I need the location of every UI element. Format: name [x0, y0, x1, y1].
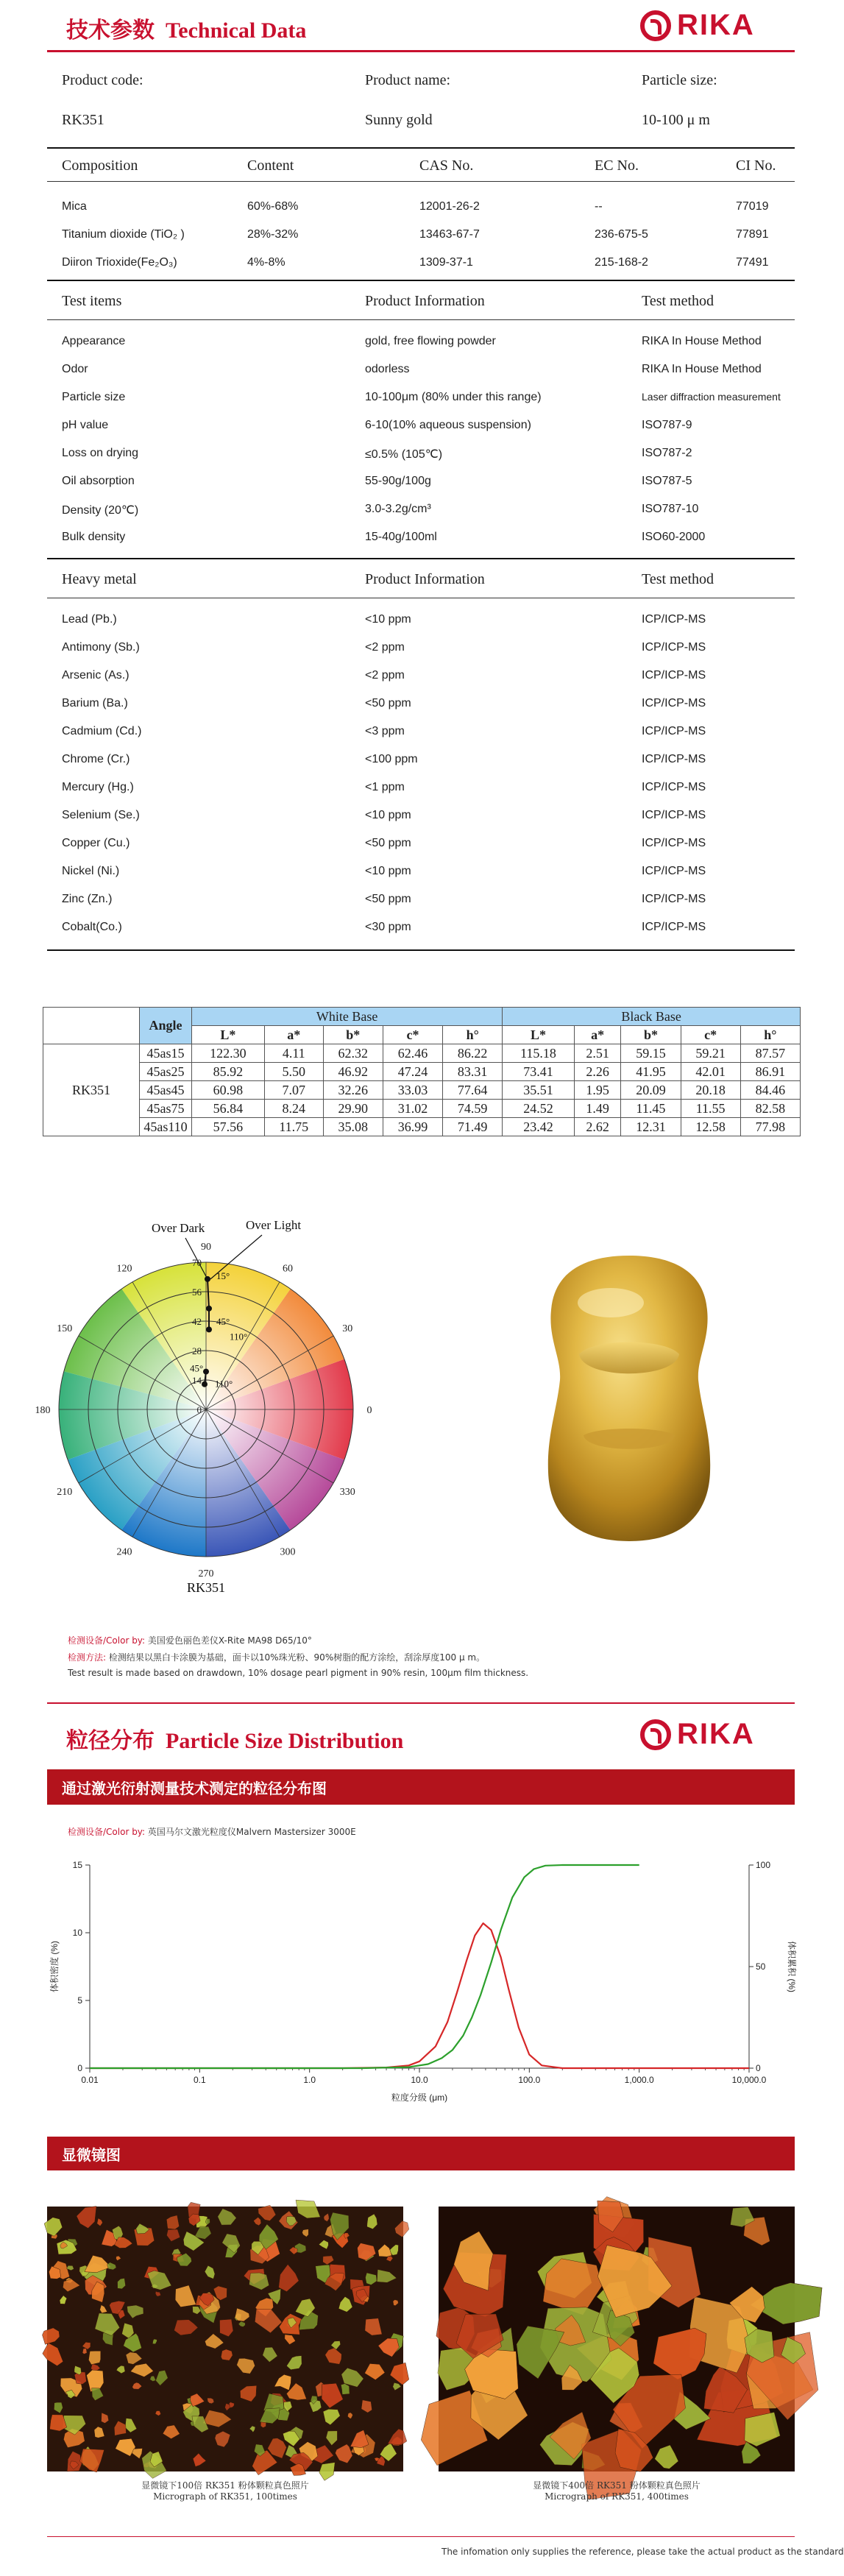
car-color-sample	[541, 1251, 717, 1546]
psd-device-text: 英国马尔文激光粒度仪Malvern Mastersizer 3000E	[147, 1827, 356, 1837]
white-value-cell: 7.07	[264, 1081, 323, 1100]
white-value-cell: 47.24	[383, 1063, 442, 1081]
caption-400x	[439, 2479, 795, 2502]
title-cn: 技术参数	[66, 18, 155, 43]
y2-tick-label: 100	[756, 1860, 771, 1870]
data-point	[202, 1381, 208, 1387]
test-cell: ISO787-9	[642, 419, 692, 431]
polar-product-label: RK351	[186, 1580, 226, 1595]
composition-cell: 215-168-2	[595, 256, 648, 269]
heavy-cell: Barium (Ba.)	[62, 697, 128, 710]
y-tick-label: 10	[72, 1928, 82, 1938]
method-text: 检测结果以黑白卡涂膜为基础，面卡以10%珠光粉、90%树脂的配方涂绘，刮涂厚度100 μ m。	[108, 1652, 486, 1663]
heavy-cell: <1 ppm	[365, 781, 405, 793]
composition-cell: 12001-26-2	[419, 200, 480, 213]
psd-title-cn: 粒径分布	[66, 1729, 155, 1753]
heavy-header: Test method	[642, 571, 714, 587]
black-value-cell: 35.51	[503, 1081, 575, 1100]
black-value-cell: 11.55	[681, 1100, 740, 1118]
rule	[47, 558, 795, 559]
white-value-cell: 56.84	[192, 1100, 265, 1118]
heavy-cell: Cadmium (Cd.)	[62, 725, 142, 737]
angle-cell: 45as45	[140, 1081, 192, 1100]
composition-cell: 77019	[736, 200, 769, 213]
test-cell: ISO787-2	[642, 447, 692, 459]
heavy-cell: Mercury (Hg.)	[62, 781, 134, 793]
x-axis-label: 粒度分级 (μm)	[391, 2092, 448, 2103]
y-tick-label: 0	[77, 2063, 82, 2073]
test-cell: 3.0-3.2g/cm³	[365, 503, 431, 515]
test-cell: Laser diffraction measurement	[642, 391, 781, 403]
black-value-cell: 12.31	[621, 1118, 681, 1136]
black-value-cell: 59.21	[681, 1044, 740, 1063]
test-cell: ISO60-2000	[642, 531, 706, 543]
section-rule	[47, 1702, 795, 1704]
color-col-header: h°	[740, 1026, 800, 1044]
micrograph-100x	[47, 2207, 403, 2471]
heavy-cell: <10 ppm	[365, 809, 411, 821]
rika-logo	[640, 9, 755, 42]
heavy-cell: ICP/ICP-MS	[642, 613, 706, 626]
color-col-header: b*	[621, 1026, 681, 1044]
heavy-cell: ICP/ICP-MS	[642, 865, 706, 877]
product-code-label: Product code:	[62, 72, 143, 88]
test-cell: 15-40g/100ml	[365, 531, 437, 543]
header-rule	[47, 50, 795, 52]
heavy-cell: ICP/ICP-MS	[642, 921, 706, 933]
white-value-cell: 74.59	[443, 1100, 503, 1118]
heavy-cell: Arsenic (As.)	[62, 669, 130, 682]
black-value-cell: 24.52	[503, 1100, 575, 1118]
heavy-cell: <100 ppm	[365, 753, 418, 765]
footer-rule	[47, 2536, 795, 2537]
heavy-cell: <10 ppm	[365, 613, 411, 626]
test-cell: pH value	[62, 419, 109, 431]
black-value-cell: 87.57	[740, 1044, 800, 1063]
composition-cell: 28%-32%	[247, 228, 299, 241]
volume-density-line	[90, 1923, 749, 2068]
logo-icon	[640, 1719, 671, 1750]
y-axis-label: 体积密度 (%)	[49, 1941, 60, 1992]
heavy-cell: Copper (Cu.)	[62, 837, 130, 849]
logo-text: RIKA	[677, 1718, 755, 1750]
rika-logo-2	[640, 1718, 755, 1751]
y2-tick-label: 0	[756, 2063, 761, 2073]
composition-cell: --	[595, 200, 603, 213]
pigment-flake	[82, 2349, 87, 2354]
white-value-cell: 29.90	[323, 1100, 383, 1118]
caption-100x-cn: 显微镜下100倍 RK351 粉体颗粒真色照片	[141, 2480, 309, 2491]
white-value-cell: 33.03	[383, 1081, 442, 1100]
footer-text: The infomation only supplies the reference, please take the actual product as the standard	[441, 2547, 844, 2557]
heavy-cell: ICP/ICP-MS	[642, 669, 706, 682]
angle-label: 180	[35, 1405, 51, 1416]
test-cell: Loss on drying	[62, 447, 139, 459]
test-cell: Odor	[62, 363, 88, 375]
composition-cell: 236-675-5	[595, 228, 648, 241]
heavy-cell: <30 ppm	[365, 921, 411, 933]
composition-header: EC No.	[595, 158, 639, 174]
micrograph-400x	[439, 2207, 795, 2471]
particle-size-label: Particle size:	[642, 72, 717, 88]
psd-title-en: Particle Size Distribution	[166, 1729, 404, 1753]
composition-cell: Titanium dioxide (TiO₂ )	[62, 228, 185, 241]
rule	[47, 949, 795, 951]
heavy-cell: Selenium (Se.)	[62, 809, 140, 821]
black-value-cell: 115.18	[503, 1044, 575, 1063]
rule	[47, 181, 795, 182]
white-value-cell: 46.92	[323, 1063, 383, 1081]
test-cell: RIKA In House Method	[642, 363, 762, 375]
color-col-header: L*	[503, 1026, 575, 1044]
heavy-cell: Antimony (Sb.)	[62, 641, 140, 654]
test-cell: RIKA In House Method	[642, 335, 762, 347]
test-header: Test items	[62, 293, 122, 309]
color-col-header: b*	[323, 1026, 383, 1044]
white-value-cell: 31.02	[383, 1100, 442, 1118]
psd-device-label: 检测设备/Color by:	[68, 1827, 146, 1837]
product-name-label: Product name:	[365, 72, 451, 88]
black-value-cell: 77.98	[740, 1118, 800, 1136]
test-cell: Bulk density	[62, 531, 126, 543]
white-value-cell: 85.92	[192, 1063, 265, 1081]
heavy-cell: ICP/ICP-MS	[642, 753, 706, 765]
test-cell: Density (20℃)	[62, 504, 139, 517]
psd-title	[66, 1722, 403, 1755]
heavy-cell: ICP/ICP-MS	[642, 781, 706, 793]
composition-cell: 4%-8%	[247, 256, 286, 269]
black-value-cell: 42.01	[681, 1063, 740, 1081]
white-value-cell: 71.49	[443, 1118, 503, 1136]
white-value-cell: 77.64	[443, 1081, 503, 1100]
white-value-cell: 60.98	[192, 1081, 265, 1100]
caption-100x-en: Micrograph of RK351, 100times	[153, 2491, 297, 2502]
x-tick-label: 100.0	[518, 2075, 541, 2085]
white-value-cell: 62.46	[383, 1044, 442, 1063]
angle-label: 0	[366, 1405, 372, 1416]
pigment-flake	[88, 2351, 100, 2364]
angle-cell: 45as15	[140, 1044, 192, 1063]
color-row	[43, 1118, 801, 1136]
caption-100x	[47, 2479, 403, 2502]
angle-cell: 45as75	[140, 1100, 192, 1118]
heavy-cell: Chrome (Cr.)	[62, 753, 130, 765]
heavy-cell: ICP/ICP-MS	[642, 641, 706, 654]
composition-header: Composition	[62, 158, 138, 174]
logo-text: RIKA	[677, 9, 755, 41]
black-base-header: Black Base	[503, 1008, 801, 1026]
heavy-cell: ICP/ICP-MS	[642, 697, 706, 710]
radius-label: 42	[192, 1316, 202, 1327]
angle-cell: 45as25	[140, 1063, 192, 1081]
y2-axis-label: 体积累积 (%)	[787, 1941, 797, 1992]
heavy-cell: <50 ppm	[365, 697, 411, 710]
angle-label: 240	[116, 1546, 132, 1558]
data-point	[206, 1306, 212, 1312]
x-tick-label: 10,000.0	[731, 2075, 767, 2085]
black-value-cell: 73.41	[503, 1063, 575, 1081]
angle-label: 120	[116, 1263, 132, 1275]
color-row	[43, 1063, 801, 1081]
test-cell: ISO787-10	[642, 503, 699, 515]
heavy-cell: <2 ppm	[365, 669, 405, 682]
composition-cell: 77491	[736, 256, 769, 269]
x-tick-label: 10.0	[411, 2075, 428, 2085]
angle-cell: 45as110	[140, 1118, 192, 1136]
white-value-cell: 32.26	[323, 1081, 383, 1100]
black-value-cell: 84.46	[740, 1081, 800, 1100]
white-value-cell: 36.99	[383, 1118, 442, 1136]
composition-header: CI No.	[736, 158, 776, 174]
color-row	[43, 1044, 801, 1063]
heavy-cell: ICP/ICP-MS	[642, 809, 706, 821]
black-value-cell: 1.49	[574, 1100, 621, 1118]
test-cell: gold, free flowing powder	[365, 335, 496, 347]
rule	[47, 319, 795, 320]
white-value-cell: 4.11	[264, 1044, 323, 1063]
black-value-cell: 2.51	[574, 1044, 621, 1063]
white-base-header: White Base	[192, 1008, 503, 1026]
heavy-cell: Nickel (Ni.)	[62, 865, 120, 877]
product-code: RK351	[62, 112, 104, 128]
x-tick-label: 0.1	[193, 2075, 206, 2085]
black-value-cell: 41.95	[621, 1063, 681, 1081]
y2-tick-label: 50	[756, 1961, 766, 1972]
angle-header: Angle	[140, 1008, 192, 1044]
heavy-cell: Zinc (Zn.)	[62, 893, 113, 905]
psd-device-note	[68, 1825, 356, 1838]
method-label: 检测方法:	[68, 1652, 107, 1663]
product-code-cell: RK351	[43, 1044, 140, 1136]
x-tick-label: 1,000.0	[624, 2075, 654, 2085]
heavy-cell: <50 ppm	[365, 893, 411, 905]
composition-cell: 60%-68%	[247, 200, 299, 213]
white-value-cell: 35.08	[323, 1118, 383, 1136]
test-cell: ISO787-5	[642, 475, 692, 487]
test-cell: 10-100μm (80% under this range)	[365, 391, 542, 403]
angle-label: 60	[283, 1263, 293, 1275]
table-corner	[43, 1008, 140, 1044]
device-note	[68, 1634, 312, 1646]
marker-label: 45°	[216, 1315, 230, 1327]
page-title	[66, 12, 306, 44]
method-note	[68, 1651, 485, 1663]
heavy-cell: <3 ppm	[365, 725, 405, 737]
radius-label: 28	[192, 1345, 202, 1356]
heavy-cell: <10 ppm	[365, 865, 411, 877]
color-col-header: a*	[574, 1026, 621, 1044]
composition-header: Content	[247, 158, 294, 174]
color-col-header: c*	[383, 1026, 442, 1044]
y-tick-label: 15	[72, 1860, 82, 1870]
test-cell: 55-90g/100g	[365, 475, 431, 487]
angle-label: 210	[57, 1487, 73, 1498]
black-value-cell: 12.58	[681, 1118, 740, 1136]
black-value-cell: 1.95	[574, 1081, 621, 1100]
rule	[47, 147, 795, 149]
angle-label: 90	[201, 1242, 211, 1253]
composition-header: CAS No.	[419, 158, 474, 174]
marker-label: 110°	[215, 1378, 233, 1390]
white-value-cell: 122.30	[192, 1044, 265, 1063]
black-value-cell: 23.42	[503, 1118, 575, 1136]
particle-size: 10-100 μ m	[642, 112, 710, 128]
black-value-cell: 2.26	[574, 1063, 621, 1081]
heavy-cell: ICP/ICP-MS	[642, 837, 706, 849]
angle-label: 300	[280, 1546, 296, 1558]
black-value-cell: 11.45	[621, 1100, 681, 1118]
white-value-cell: 62.32	[323, 1044, 383, 1063]
y-tick-label: 5	[77, 1995, 82, 2006]
radius-label: 0	[196, 1404, 202, 1415]
heavy-header: Product Information	[365, 571, 485, 587]
cumulative-volume-line	[90, 1865, 639, 2068]
rule	[47, 280, 795, 281]
test-cell: Appearance	[62, 335, 126, 347]
test-cell: ≤0.5% (105℃)	[365, 448, 443, 461]
product-name: Sunny gold	[365, 112, 433, 128]
white-value-cell: 86.22	[443, 1044, 503, 1063]
marker-label: 15°	[216, 1270, 230, 1281]
device-text: 美国爱色丽色差仪X-Rite MA98 D65/10°	[147, 1635, 312, 1646]
white-value-cell: 5.50	[264, 1063, 323, 1081]
color-col-header: L*	[192, 1026, 265, 1044]
color-row	[43, 1100, 801, 1118]
white-value-cell: 57.56	[192, 1118, 265, 1136]
x-tick-label: 1.0	[303, 2075, 316, 2085]
radius-label: 70	[192, 1257, 202, 1268]
heavy-cell: Lead (Pb.)	[62, 613, 117, 626]
angle-label: 30	[342, 1323, 353, 1334]
test-cell: Oil absorption	[62, 475, 135, 487]
composition-cell: 1309-37-1	[419, 256, 473, 269]
over-dark-label: Over Dark	[152, 1221, 205, 1235]
logo-icon	[640, 10, 671, 41]
radius-label: 14	[192, 1375, 202, 1386]
test-cell: 6-10(10% aqueous suspension)	[365, 419, 531, 431]
color-col-header: a*	[264, 1026, 323, 1044]
heavy-cell: <50 ppm	[365, 837, 411, 849]
test-header: Test method	[642, 293, 714, 309]
over-light-label: Over Light	[246, 1218, 302, 1232]
psd-banner: 通过激光衍射测量技术测定的粒径分布图	[47, 1769, 795, 1805]
composition-cell: Diiron Trioxide(Fe₂O₃)	[62, 256, 177, 269]
microscope-banner: 显微镜图	[47, 2137, 795, 2170]
x-tick-label: 0.01	[81, 2075, 99, 2085]
black-value-cell: 20.09	[621, 1081, 681, 1100]
color-col-header: c*	[681, 1026, 740, 1044]
marker-label: 110°	[230, 1331, 248, 1342]
method-note-en: Test result is made based on drawdown, 10% dosage pearl pigment in 90% resin, 100μm film thickness.	[68, 1668, 529, 1678]
data-point	[203, 1369, 209, 1375]
black-value-cell: 20.18	[681, 1081, 740, 1100]
composition-cell: 77891	[736, 228, 769, 241]
caption-400x-en: Micrograph of RK351, 400times	[545, 2491, 689, 2502]
heavy-cell: ICP/ICP-MS	[642, 893, 706, 905]
color-row	[43, 1081, 801, 1100]
device-label: 检测设备/Color by:	[68, 1635, 146, 1646]
test-header: Product Information	[365, 293, 485, 309]
heavy-header: Heavy metal	[62, 571, 137, 587]
angle-label: 150	[57, 1323, 73, 1334]
heavy-cell: <2 ppm	[365, 641, 405, 654]
color-polar-chart	[35, 1214, 380, 1604]
color-col-header: h°	[443, 1026, 503, 1044]
title-en: Technical Data	[166, 18, 307, 43]
angle-label: 330	[339, 1487, 355, 1498]
heavy-cell: Cobalt(Co.)	[62, 921, 122, 933]
composition-cell: Mica	[62, 200, 87, 213]
white-value-cell: 83.31	[443, 1063, 503, 1081]
black-value-cell: 2.62	[574, 1118, 621, 1136]
data-point	[206, 1326, 212, 1332]
data-point	[205, 1276, 210, 1282]
angle-label: 270	[198, 1568, 214, 1579]
particle-size-chart	[44, 1847, 802, 2112]
black-value-cell: 82.58	[740, 1100, 800, 1118]
marker-label: 45°	[190, 1362, 204, 1374]
black-value-cell: 86.91	[740, 1063, 800, 1081]
caption-400x-cn: 显微镜下400倍 RK351 粉体颗粒真色照片	[533, 2480, 701, 2491]
white-value-cell: 11.75	[264, 1118, 323, 1136]
test-cell: Particle size	[62, 391, 126, 403]
color-data-table	[43, 1007, 801, 1136]
radius-label: 56	[192, 1287, 202, 1298]
composition-cell: 13463-67-7	[419, 228, 480, 241]
heavy-cell: ICP/ICP-MS	[642, 725, 706, 737]
black-value-cell: 59.15	[621, 1044, 681, 1063]
white-value-cell: 8.24	[264, 1100, 323, 1118]
test-cell: odorless	[365, 363, 410, 375]
